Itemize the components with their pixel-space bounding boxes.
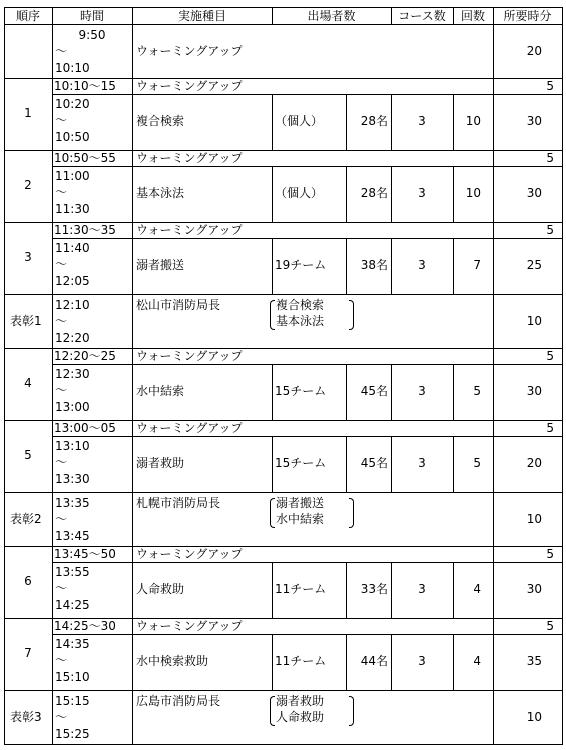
row-border — [4, 744, 563, 745]
column-border — [562, 78, 563, 151]
row-border — [4, 492, 563, 493]
time-end: 10:50 — [55, 130, 90, 144]
column-border — [391, 634, 392, 691]
column-border — [346, 166, 347, 223]
award-item: 溺者救助 — [276, 694, 325, 708]
minutes-value: 20 — [526, 456, 542, 470]
row-border — [52, 94, 563, 95]
left-bracket — [270, 498, 275, 528]
award-presenter: 札幌市消防局長 — [136, 496, 221, 510]
column-border — [346, 238, 347, 295]
warmup-minutes: 5 — [546, 547, 554, 561]
event-name: 溺者救助 — [136, 456, 185, 470]
column-border — [132, 24, 133, 79]
warmup-minutes: 5 — [546, 79, 554, 93]
column-border — [132, 348, 133, 421]
rounds-value: 5 — [473, 384, 481, 398]
warmup-label: ウォーミングアップ — [136, 151, 243, 165]
row-border — [52, 364, 563, 365]
minutes-value: 25 — [526, 258, 542, 272]
time-end: 15:25 — [55, 727, 90, 741]
time-start: 15:15 — [55, 694, 90, 708]
minutes-value: 30 — [526, 384, 542, 398]
column-border — [453, 562, 454, 619]
order-number: 5 — [24, 448, 32, 462]
column-border — [132, 690, 133, 745]
column-border — [52, 420, 53, 493]
minutes-value: 30 — [526, 582, 542, 596]
column-border — [4, 78, 5, 151]
time-start: 13:55 — [55, 565, 90, 579]
event-name: 水中結索 — [136, 384, 185, 398]
row-border — [4, 7, 563, 8]
time-range-mark: 〜 — [55, 113, 68, 127]
column-border — [562, 690, 563, 745]
row-border — [52, 166, 563, 167]
persons-value: 28名 — [360, 114, 388, 128]
column-border — [52, 78, 53, 151]
column-border — [4, 222, 5, 295]
column-border — [493, 492, 494, 547]
column-border — [391, 364, 392, 421]
warmup-label: ウォーミングアップ — [136, 547, 243, 561]
courses-value: 3 — [418, 582, 426, 596]
persons-value: 44名 — [360, 654, 388, 668]
column-border — [391, 166, 392, 223]
column-border — [272, 7, 273, 25]
column-border — [4, 7, 5, 25]
column-border — [132, 7, 133, 25]
column-border — [4, 420, 5, 493]
award-presenter: 広島市消防局長 — [136, 694, 221, 708]
column-border — [493, 348, 494, 421]
order-number: 6 — [24, 574, 32, 588]
order-number: 3 — [24, 250, 32, 264]
column-border — [453, 166, 454, 223]
row-border — [52, 436, 563, 437]
column-border — [272, 364, 273, 421]
column-border — [346, 562, 347, 619]
column-border — [391, 238, 392, 295]
persons-value: 45名 — [360, 456, 388, 470]
minutes-value: 20 — [526, 44, 542, 58]
time-end: 11:30 — [55, 202, 90, 216]
column-border — [562, 24, 563, 79]
row-border — [4, 294, 563, 295]
persons-value: 28名 — [360, 186, 388, 200]
time-end: 13:30 — [55, 472, 90, 486]
time-end: 12:20 — [55, 331, 90, 345]
warmup-minutes: 5 — [546, 349, 554, 363]
courses-value: 3 — [418, 186, 426, 200]
time-start: 10:20 — [55, 97, 90, 111]
column-border — [562, 7, 563, 25]
column-border — [52, 618, 53, 691]
column-border — [4, 348, 5, 421]
award-presenter: 松山市消防局長 — [136, 298, 221, 312]
order-number: 2 — [24, 178, 32, 192]
column-border — [453, 238, 454, 295]
column-border — [52, 222, 53, 295]
column-border — [391, 94, 392, 151]
row-border — [4, 690, 563, 691]
column-border — [493, 222, 494, 295]
column-border — [132, 546, 133, 619]
rounds-value: 10 — [465, 114, 481, 128]
persons-value: 38名 — [360, 258, 388, 272]
column-border — [132, 492, 133, 547]
column-border — [346, 94, 347, 151]
warmup-minutes: 5 — [546, 151, 554, 165]
warmup-time: 11:30〜35 — [54, 223, 116, 237]
column-border — [493, 24, 494, 79]
minutes-value: 10 — [526, 314, 542, 328]
warmup-time: 12:20〜25 — [54, 349, 116, 363]
column-border — [493, 420, 494, 493]
courses-value: 3 — [418, 654, 426, 668]
time-range-mark: 〜 — [55, 314, 68, 328]
column-border — [562, 222, 563, 295]
warmup-label: ウォーミングアップ — [136, 619, 243, 633]
left-bracket — [270, 300, 275, 330]
column-border — [272, 94, 273, 151]
teams-value: 11チーム — [275, 582, 327, 596]
time-end: 14:25 — [55, 598, 90, 612]
time-start: 13:35 — [55, 496, 90, 510]
event-name: 水中検索救助 — [136, 654, 209, 668]
time-range-mark: 〜 — [55, 455, 68, 469]
column-border — [493, 294, 494, 349]
time-range-mark: 〜 — [55, 581, 68, 595]
column-border — [132, 618, 133, 691]
courses-value: 3 — [418, 384, 426, 398]
warmup-minutes: 5 — [546, 421, 554, 435]
column-border — [493, 618, 494, 691]
event-name: ウォーミングアップ — [136, 44, 243, 58]
time-range-mark: 〜 — [55, 185, 68, 199]
time-start: 14:35 — [55, 637, 90, 651]
column-border — [493, 690, 494, 745]
time-start: 11:40 — [55, 241, 90, 255]
column-border — [493, 546, 494, 619]
time-start: 12:10 — [55, 298, 90, 312]
column-border — [52, 294, 53, 349]
teams-value: （個人） — [275, 186, 324, 200]
column-border — [391, 7, 392, 25]
award-item: 水中結索 — [276, 512, 325, 526]
column-border — [272, 562, 273, 619]
column-border — [562, 420, 563, 493]
column-border — [272, 634, 273, 691]
warmup-label: ウォーミングアップ — [136, 349, 243, 363]
column-border — [346, 364, 347, 421]
minutes-value: 10 — [526, 512, 542, 526]
column-border — [4, 150, 5, 223]
column-border — [391, 436, 392, 493]
column-border — [4, 690, 5, 745]
time-start: 11:00 — [55, 169, 90, 183]
event-name: 基本泳法 — [136, 186, 185, 200]
teams-value: 11チーム — [275, 654, 327, 668]
time-range-mark: 〜 — [55, 383, 68, 397]
column-border — [453, 7, 454, 25]
header-cell: 回数 — [460, 9, 485, 23]
column-border — [562, 546, 563, 619]
award-label: 表彰1 — [10, 314, 42, 328]
time-end: 10:10 — [55, 61, 90, 75]
column-border — [52, 150, 53, 223]
time-end: 13:45 — [55, 529, 90, 543]
warmup-label: ウォーミングアップ — [136, 421, 243, 435]
column-border — [562, 294, 563, 349]
row-border — [52, 238, 563, 239]
column-border — [562, 150, 563, 223]
left-bracket — [270, 696, 275, 726]
minutes-value: 30 — [526, 114, 542, 128]
courses-value: 3 — [418, 456, 426, 470]
column-border — [4, 492, 5, 547]
minutes-value: 10 — [526, 710, 542, 724]
row-border — [52, 634, 563, 635]
warmup-minutes: 5 — [546, 223, 554, 237]
order-number: 7 — [24, 646, 32, 660]
column-border — [132, 150, 133, 223]
event-name: 人命救助 — [136, 582, 185, 596]
warmup-time: 10:10〜15 — [54, 79, 116, 93]
header-cell: 出場者数 — [307, 9, 356, 23]
column-border — [453, 634, 454, 691]
column-border — [493, 150, 494, 223]
persons-value: 33名 — [360, 582, 388, 596]
row-border — [4, 24, 563, 25]
column-border — [391, 562, 392, 619]
courses-value: 3 — [418, 114, 426, 128]
teams-value: （個人） — [275, 114, 324, 128]
header-cell: 順序 — [15, 9, 40, 23]
row-border — [52, 562, 563, 563]
rounds-value: 7 — [473, 258, 481, 272]
rounds-value: 4 — [473, 582, 481, 596]
event-name: 溺者搬送 — [136, 258, 185, 272]
column-border — [52, 690, 53, 745]
time-end: 13:00 — [55, 400, 90, 414]
warmup-label: ウォーミングアップ — [136, 79, 243, 93]
time-start: 12:30 — [55, 367, 90, 381]
column-border — [272, 238, 273, 295]
persons-value: 45名 — [360, 384, 388, 398]
event-name: 複合検索 — [136, 114, 185, 128]
teams-value: 19チーム — [275, 258, 327, 272]
header-cell: 所要時分 — [503, 9, 552, 23]
time-range-mark: 〜 — [55, 653, 68, 667]
column-border — [272, 166, 273, 223]
column-border — [453, 364, 454, 421]
column-border — [4, 546, 5, 619]
column-border — [52, 546, 53, 619]
time-range-mark: 〜 — [55, 710, 68, 724]
rounds-value: 10 — [465, 186, 481, 200]
column-border — [52, 24, 53, 79]
time-range-mark: 〜 — [55, 512, 68, 526]
time-end: 12:05 — [55, 274, 90, 288]
column-border — [272, 436, 273, 493]
column-border — [52, 348, 53, 421]
order-number: 4 — [24, 376, 32, 390]
award-item: 複合検索 — [276, 298, 325, 312]
rounds-value: 5 — [473, 456, 481, 470]
column-border — [562, 348, 563, 421]
column-border — [4, 294, 5, 349]
order-number: 1 — [24, 106, 32, 120]
minutes-value: 30 — [526, 186, 542, 200]
column-border — [346, 436, 347, 493]
column-border — [132, 78, 133, 151]
warmup-label: ウォーミングアップ — [136, 223, 243, 237]
column-border — [132, 294, 133, 349]
award-label: 表彰2 — [10, 512, 42, 526]
award-item: 人命救助 — [276, 710, 325, 724]
column-border — [4, 24, 5, 79]
courses-value: 3 — [418, 258, 426, 272]
column-border — [453, 436, 454, 493]
warmup-time: 14:25〜30 — [54, 619, 116, 633]
warmup-time: 13:45〜50 — [54, 547, 116, 561]
header-cell: コース数 — [398, 9, 446, 23]
column-border — [562, 492, 563, 547]
column-border — [562, 618, 563, 691]
time-end: 15:10 — [55, 670, 90, 684]
award-item: 基本泳法 — [276, 314, 325, 328]
column-border — [132, 420, 133, 493]
time-start: 9:50 — [78, 28, 106, 42]
warmup-time: 13:00〜05 — [54, 421, 116, 435]
header-cell: 実施種目 — [177, 9, 226, 23]
teams-value: 15チーム — [275, 456, 327, 470]
time-range-mark: 〜 — [55, 44, 68, 58]
award-item: 溺者搬送 — [276, 496, 325, 510]
award-label: 表彰3 — [10, 710, 42, 724]
column-border — [493, 7, 494, 25]
rounds-value: 4 — [473, 654, 481, 668]
teams-value: 15チーム — [275, 384, 327, 398]
column-border — [4, 618, 5, 691]
column-border — [453, 94, 454, 151]
column-border — [52, 7, 53, 25]
column-border — [493, 78, 494, 151]
time-range-mark: 〜 — [55, 257, 68, 271]
column-border — [52, 492, 53, 547]
warmup-minutes: 5 — [546, 619, 554, 633]
minutes-value: 35 — [526, 654, 542, 668]
warmup-time: 10:50〜55 — [54, 151, 116, 165]
column-border — [132, 222, 133, 295]
header-cell: 時間 — [79, 9, 104, 23]
column-border — [346, 634, 347, 691]
time-start: 13:10 — [55, 439, 90, 453]
